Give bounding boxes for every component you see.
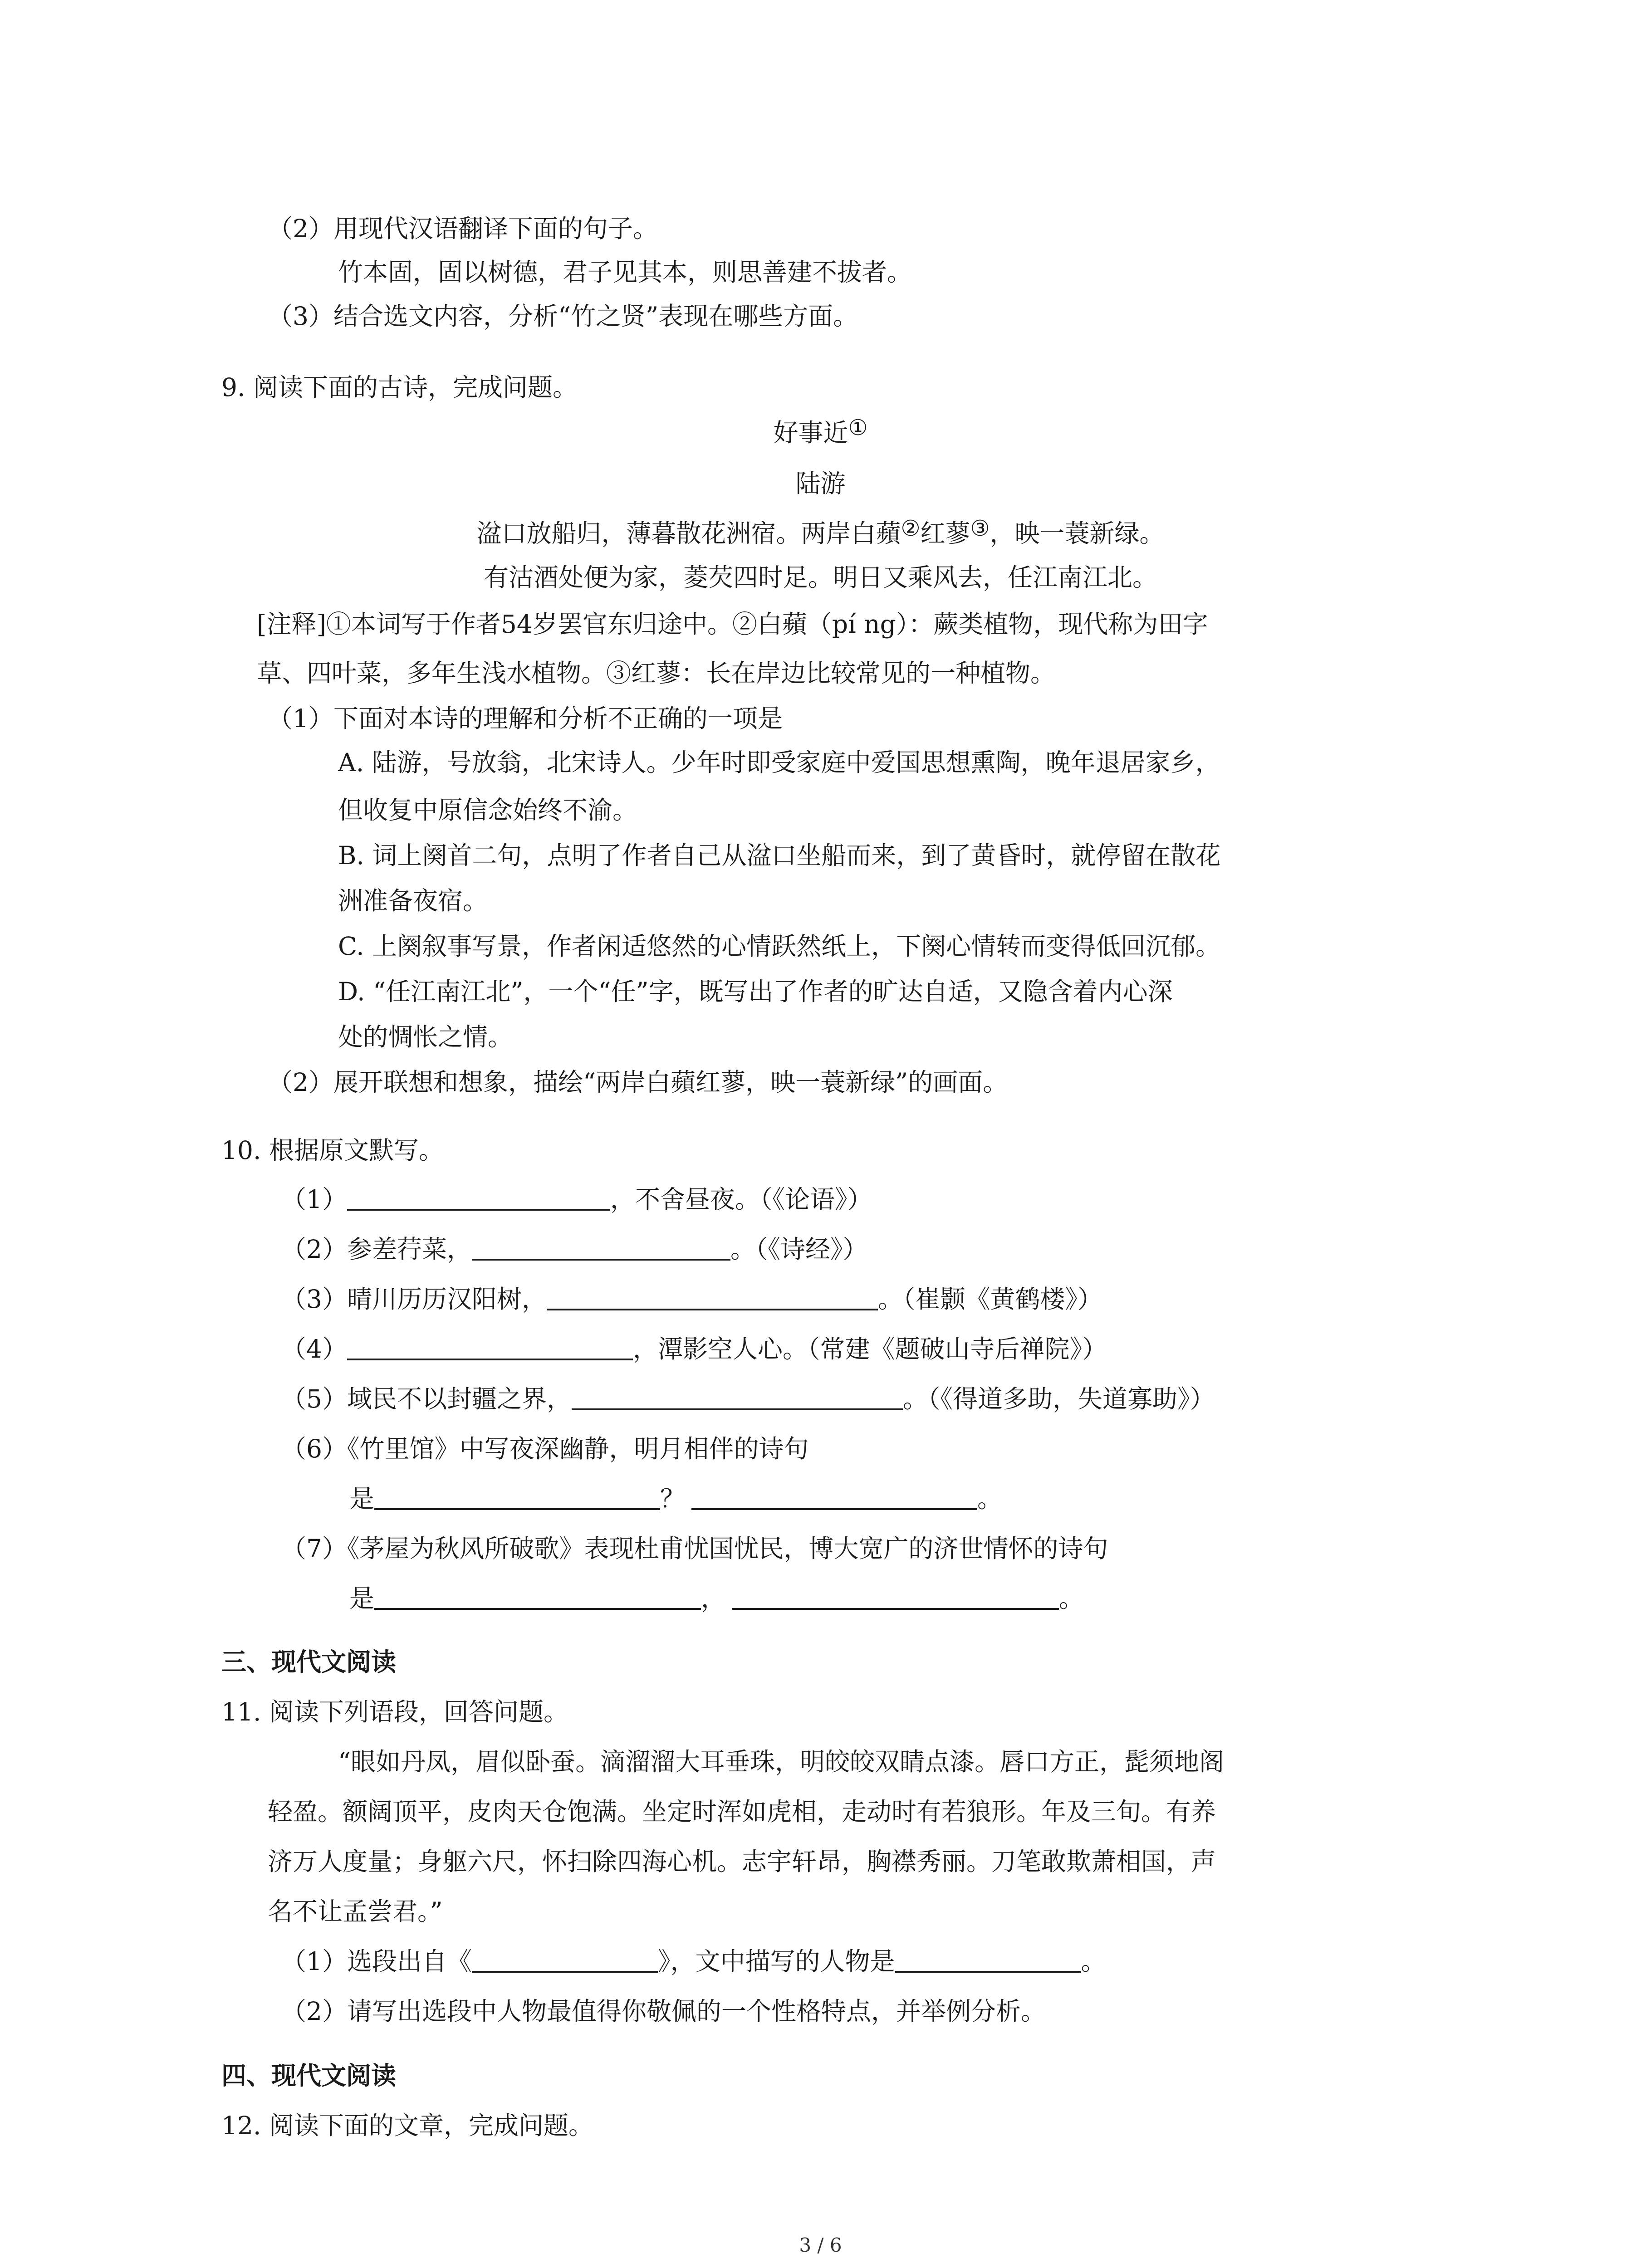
q10-item-5: （5）域民不以封疆之界， 。（《得道多助，失道寡助》） (281, 1384, 1215, 1413)
answer-blank[interactable] (547, 1284, 878, 1310)
q11-sub2: （2）请写出选段中人物最值得你敬佩的一个性格特点，并举例分析。 (281, 1997, 1046, 2026)
q8-sub2: （2）用现代汉语翻译下面的句子。 (268, 214, 658, 243)
q10-item-6: （6）《竹里馆》中写夜深幽静，明月相伴的诗句 (281, 1434, 809, 1463)
answer-blank[interactable] (374, 1484, 660, 1510)
q9-option-d-1: D. “任江南江北”，一个“任”字，既写出了作者的旷达自适，又隐含着内心深 (338, 977, 1173, 1006)
q11-sub1: （1）选段出自《 》，文中描写的人物是 。 (281, 1947, 1106, 1976)
q9-option-b-1: B. 词上阕首二句，点明了作者自己从湓口坐船而来，到了黄昏时，就停留在散花 (338, 841, 1221, 870)
q10-item-7-answer: 是 ， 。 (349, 1584, 1084, 1613)
q12-intro: 12. 阅读下面的文章，完成问题。 (221, 2111, 593, 2140)
page-number: 3 / 6 (799, 2234, 842, 2256)
answer-blank[interactable] (347, 1334, 633, 1360)
answer-blank[interactable] (347, 1184, 610, 1211)
q10-item-3: （3）晴川历历汉阳树， 。（崔颢《黄鹤楼》） (281, 1285, 1103, 1314)
footnote-mark: ① (848, 415, 868, 440)
poem-note-1: [注释]①本词写于作者54岁罢官东归途中。②白蘋（pí ng）：蕨类植物，现代称为田字 (257, 610, 1208, 639)
answer-blank[interactable] (895, 1946, 1081, 1973)
q11-passage-4: 名不让孟尝君。” (268, 1897, 443, 1926)
q11-passage-3: 济万人度量；身躯六尺，怀扫除四海心机。志宇轩昂，胸襟秀丽。刀笔敢欺萧相国，声 (268, 1847, 1216, 1876)
poem-note-2: 草、四叶菜，多年生浅水植物。③红蓼：长在岸边比较常见的一种植物。 (257, 659, 1056, 688)
answer-blank[interactable] (472, 1946, 658, 1973)
poem-verse-1: 湓口放船归，薄暮散花洲宿。两岸白蘋②红蓼③，映一蓑新绿。 (476, 516, 1165, 548)
q11-passage-1: “眼如丹凤，眉似卧蚕。滴溜溜大耳垂珠，明皎皎双睛点漆。唇口方正，髭须地阁 (338, 1747, 1225, 1776)
q9-option-a-1: A. 陆游，号放翁，北宋诗人。少年时即受家庭中爱国思想熏陶，晚年退居家乡， (338, 748, 1220, 777)
section-heading-3: 三、现代文阅读 (221, 1647, 397, 1677)
q11-intro: 11. 阅读下列语段，回答问题。 (221, 1697, 568, 1726)
answer-blank[interactable] (572, 1384, 903, 1410)
q9-option-b-2: 洲准备夜宿。 (338, 886, 488, 915)
q9-intro: 9. 阅读下面的古诗，完成问题。 (221, 373, 578, 402)
q8-sub3: （3）结合选文内容，分析“竹之贤”表现在哪些方面。 (268, 302, 858, 331)
q10-item-1: （1） ，不舍昼夜。（《论语》） (281, 1185, 872, 1214)
q9-sub2: （2）展开联想和想象，描绘“两岸白蘋红蓼，映一蓑新绿”的画面。 (268, 1068, 1008, 1097)
q10-item-4: （4） ，潭影空人心。（常建《题破山寺后禅院》） (281, 1334, 1107, 1364)
q9-sub1: （1）下面对本诗的理解和分析不正确的一项是 (268, 704, 783, 733)
poem-title: 好事近① (773, 415, 868, 447)
q11-passage-2: 轻盈。额阔顶平，皮肉天仓饱满。坐定时浑如虎相，走动时有若狼形。年及三旬。有养 (268, 1797, 1216, 1826)
q10-item-7: （7）《茅屋为秋风所破歌》表现杜甫忧国忧民，博大宽广的济世情怀的诗句 (281, 1534, 1108, 1563)
answer-blank[interactable] (732, 1584, 1059, 1610)
poem-verse-2: 有沽酒处便为家，菱芡四时足。明日又乘风去，任江南江北。 (483, 563, 1157, 592)
q10-item-6-answer: 是 ？ 。 (349, 1484, 1003, 1513)
q10-intro: 10. 根据原文默写。 (221, 1136, 444, 1165)
section-heading-4: 四、现代文阅读 (221, 2061, 397, 2090)
answer-blank[interactable] (374, 1584, 701, 1610)
q8-sub2-sentence: 竹本固，固以树德，君子见其本，则思善建不拔者。 (338, 258, 912, 287)
q9-option-a-2: 但收复中原信念始终不渝。 (338, 796, 638, 825)
q9-option-d-2: 处的惆怅之情。 (338, 1022, 513, 1051)
q9-option-c: C. 上阕叙事写景，作者闲适悠然的心情跃然纸上，下阕心情转而变得低回沉郁。 (338, 932, 1221, 961)
answer-blank[interactable] (691, 1484, 977, 1510)
answer-blank[interactable] (472, 1234, 730, 1261)
poem-author: 陆游 (795, 469, 846, 498)
q10-item-2: （2）参差荇菜， 。（《诗经》） (281, 1235, 868, 1264)
